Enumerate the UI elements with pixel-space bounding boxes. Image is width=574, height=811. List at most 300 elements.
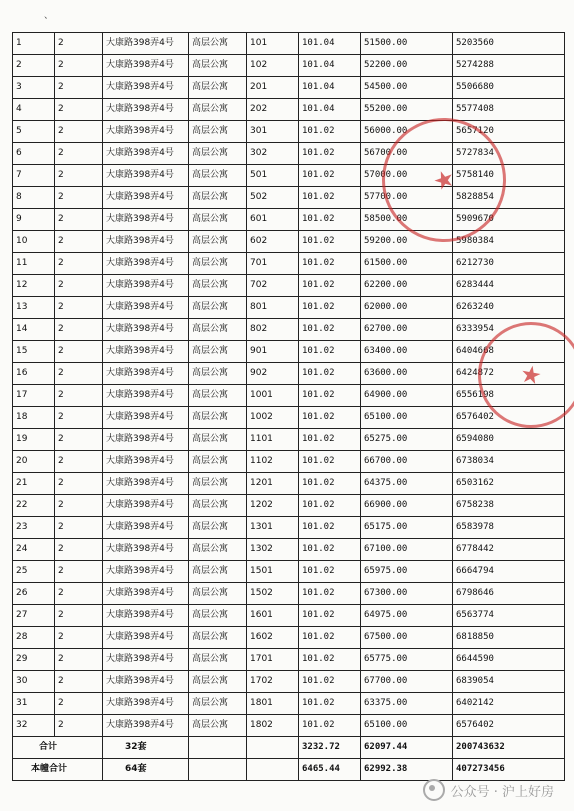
building-no: 2 [55, 363, 103, 385]
address: 大康路398弄4号 [103, 165, 189, 187]
total-price: 6594080 [453, 429, 565, 451]
address: 大康路398弄4号 [103, 121, 189, 143]
room-no: 501 [247, 165, 299, 187]
total-price: 6758238 [453, 495, 565, 517]
building-no: 2 [55, 99, 103, 121]
unit-type: 高层公寓 [189, 451, 247, 473]
area: 101.02 [299, 407, 361, 429]
room-no: 1602 [247, 627, 299, 649]
row-index: 4 [13, 99, 55, 121]
building-no: 2 [55, 561, 103, 583]
room-no: 1801 [247, 693, 299, 715]
total-price: 5828854 [453, 187, 565, 209]
wechat-official-account-icon [423, 779, 445, 801]
room-no: 1502 [247, 583, 299, 605]
unit-price: 67700.00 [361, 671, 453, 693]
unit-price: 64975.00 [361, 605, 453, 627]
row-index: 17 [13, 385, 55, 407]
area: 101.04 [299, 55, 361, 77]
room-no: 1101 [247, 429, 299, 451]
area: 101.02 [299, 649, 361, 671]
area: 101.02 [299, 495, 361, 517]
address: 大康路398弄4号 [103, 363, 189, 385]
total-price: 6503162 [453, 473, 565, 495]
building-no: 2 [55, 517, 103, 539]
row-index: 3 [13, 77, 55, 99]
row-index: 31 [13, 693, 55, 715]
total-price: 5657120 [453, 121, 565, 143]
star-icon: ★ [517, 359, 545, 391]
row-index: 9 [13, 209, 55, 231]
address: 大康路398弄4号 [103, 671, 189, 693]
unit-type: 高层公寓 [189, 99, 247, 121]
room-no: 1201 [247, 473, 299, 495]
unit-price: 67100.00 [361, 539, 453, 561]
unit-type: 高层公寓 [189, 495, 247, 517]
area: 101.04 [299, 99, 361, 121]
building-no: 2 [55, 473, 103, 495]
watermark [423, 779, 554, 801]
address: 大康路398弄4号 [103, 99, 189, 121]
unit-type: 高层公寓 [189, 33, 247, 55]
area: 101.02 [299, 583, 361, 605]
area: 101.02 [299, 165, 361, 187]
building-no: 2 [55, 143, 103, 165]
address: 大康路398弄4号 [103, 77, 189, 99]
table-row [13, 297, 565, 319]
total-price: 6664794 [453, 561, 565, 583]
building-no: 2 [55, 539, 103, 561]
address: 大康路398弄4号 [103, 187, 189, 209]
total-price: 6576402 [453, 715, 565, 737]
row-index: 8 [13, 187, 55, 209]
total-price: 5758140 [453, 165, 565, 187]
unit-type: 高层公寓 [189, 121, 247, 143]
row-index: 29 [13, 649, 55, 671]
row-index: 11 [13, 253, 55, 275]
building-no: 2 [55, 55, 103, 77]
unit-type: 高层公寓 [189, 209, 247, 231]
address: 大康路398弄4号 [103, 33, 189, 55]
unit-type: 高层公寓 [189, 319, 247, 341]
address: 大康路398弄4号 [103, 693, 189, 715]
building-no: 2 [55, 715, 103, 737]
room-no: 302 [247, 143, 299, 165]
address: 大康路398弄4号 [103, 517, 189, 539]
area: 101.02 [299, 429, 361, 451]
row-index: 12 [13, 275, 55, 297]
unit-price: 65775.00 [361, 649, 453, 671]
address: 大康路398弄4号 [103, 451, 189, 473]
total-price: 5506680 [453, 77, 565, 99]
total-price: 5727834 [453, 143, 565, 165]
star-icon: ★ [429, 163, 459, 197]
building-no: 2 [55, 451, 103, 473]
total-price: 6738034 [453, 451, 565, 473]
address: 大康路398弄4号 [103, 627, 189, 649]
total-price: 6402142 [453, 693, 565, 715]
total-price: 6576402 [453, 407, 565, 429]
total-price: 6818850 [453, 627, 565, 649]
unit-price: 56700.00 [361, 143, 453, 165]
grand-total-area: 6465.44 [299, 759, 361, 781]
grand-total-total: 407273456 [453, 759, 565, 781]
unit-type: 高层公寓 [189, 253, 247, 275]
room-no: 101 [247, 33, 299, 55]
table-row [13, 253, 565, 275]
table-row [13, 561, 565, 583]
room-no: 1202 [247, 495, 299, 517]
unit-price: 57000.00 [361, 165, 453, 187]
area: 101.04 [299, 77, 361, 99]
unit-type: 高层公寓 [189, 627, 247, 649]
table-row [13, 715, 565, 737]
area: 101.02 [299, 341, 361, 363]
room-no: 201 [247, 77, 299, 99]
unit-type: 高层公寓 [189, 605, 247, 627]
unit-type: 高层公寓 [189, 143, 247, 165]
address: 大康路398弄4号 [103, 605, 189, 627]
total-price: 6556198 [453, 385, 565, 407]
area: 101.02 [299, 693, 361, 715]
area: 101.02 [299, 319, 361, 341]
room-no: 202 [247, 99, 299, 121]
room-no: 1102 [247, 451, 299, 473]
unit-type: 高层公寓 [189, 275, 247, 297]
total-price: 6778442 [453, 539, 565, 561]
room-no: 502 [247, 187, 299, 209]
subtotal-label: 合计 [13, 737, 103, 759]
unit-price: 62700.00 [361, 319, 453, 341]
address: 大康路398弄4号 [103, 429, 189, 451]
building-no: 2 [55, 495, 103, 517]
unit-price: 51500.00 [361, 33, 453, 55]
table-row [13, 671, 565, 693]
area: 101.02 [299, 297, 361, 319]
row-index: 14 [13, 319, 55, 341]
table-row [13, 649, 565, 671]
room-no: 601 [247, 209, 299, 231]
building-no: 2 [55, 297, 103, 319]
unit-price: 54500.00 [361, 77, 453, 99]
address: 大康路398弄4号 [103, 231, 189, 253]
row-index: 13 [13, 297, 55, 319]
table-row [13, 33, 565, 55]
building-no: 2 [55, 583, 103, 605]
table-row [13, 429, 565, 451]
grand-total-empty-1 [189, 759, 247, 781]
unit-type: 高层公寓 [189, 231, 247, 253]
area: 101.02 [299, 605, 361, 627]
unit-type: 高层公寓 [189, 77, 247, 99]
address: 大康路398弄4号 [103, 143, 189, 165]
row-index: 30 [13, 671, 55, 693]
table-row [13, 473, 565, 495]
table-row [13, 55, 565, 77]
building-no: 2 [55, 429, 103, 451]
unit-type: 高层公寓 [189, 539, 247, 561]
building-no: 2 [55, 627, 103, 649]
address: 大康路398弄4号 [103, 319, 189, 341]
area: 101.02 [299, 363, 361, 385]
total-price: 6263240 [453, 297, 565, 319]
table-row [13, 319, 565, 341]
address: 大康路398弄4号 [103, 253, 189, 275]
unit-price: 63400.00 [361, 341, 453, 363]
room-no: 602 [247, 231, 299, 253]
subtotal-area: 3232.72 [299, 737, 361, 759]
building-no: 2 [55, 693, 103, 715]
room-no: 1002 [247, 407, 299, 429]
unit-type: 高层公寓 [189, 649, 247, 671]
area: 101.04 [299, 33, 361, 55]
room-no: 802 [247, 319, 299, 341]
row-index: 28 [13, 627, 55, 649]
table-row [13, 605, 565, 627]
unit-price: 65100.00 [361, 407, 453, 429]
building-no: 2 [55, 649, 103, 671]
corner-mark: 、 [44, 11, 54, 21]
unit-type: 高层公寓 [189, 385, 247, 407]
building-no: 2 [55, 187, 103, 209]
address: 大康路398弄4号 [103, 715, 189, 737]
area: 101.02 [299, 209, 361, 231]
grand-total-unit-price: 62992.38 [361, 759, 453, 781]
unit-price: 65975.00 [361, 561, 453, 583]
room-no: 1802 [247, 715, 299, 737]
unit-price: 65275.00 [361, 429, 453, 451]
row-index: 19 [13, 429, 55, 451]
room-no: 1702 [247, 671, 299, 693]
address: 大康路398弄4号 [103, 561, 189, 583]
room-no: 701 [247, 253, 299, 275]
unit-price: 59200.00 [361, 231, 453, 253]
table-row [13, 539, 565, 561]
row-index: 7 [13, 165, 55, 187]
table-row [13, 231, 565, 253]
row-index: 1 [13, 33, 55, 55]
building-no: 2 [55, 671, 103, 693]
total-price: 5203560 [453, 33, 565, 55]
unit-price: 52200.00 [361, 55, 453, 77]
unit-price: 62200.00 [361, 275, 453, 297]
row-index: 16 [13, 363, 55, 385]
room-no: 1001 [247, 385, 299, 407]
room-no: 1601 [247, 605, 299, 627]
table-row [13, 275, 565, 297]
subtotal-empty-1 [189, 737, 247, 759]
area: 101.02 [299, 231, 361, 253]
room-no: 902 [247, 363, 299, 385]
area: 101.02 [299, 187, 361, 209]
unit-type: 高层公寓 [189, 187, 247, 209]
row-index: 24 [13, 539, 55, 561]
address: 大康路398弄4号 [103, 495, 189, 517]
area: 101.02 [299, 517, 361, 539]
total-price: 5577408 [453, 99, 565, 121]
unit-type: 高层公寓 [189, 671, 247, 693]
table-row [13, 627, 565, 649]
building-no: 2 [55, 77, 103, 99]
total-price: 6583978 [453, 517, 565, 539]
table-row [13, 517, 565, 539]
unit-price: 63375.00 [361, 693, 453, 715]
unit-price: 64375.00 [361, 473, 453, 495]
total-price: 6212730 [453, 253, 565, 275]
area: 101.02 [299, 275, 361, 297]
unit-type: 高层公寓 [189, 55, 247, 77]
watermark-text: 公众号 · 沪上好房 [450, 784, 554, 800]
table-row [13, 77, 565, 99]
unit-type: 高层公寓 [189, 473, 247, 495]
room-no: 1301 [247, 517, 299, 539]
unit-price: 58500.00 [361, 209, 453, 231]
building-no: 2 [55, 385, 103, 407]
room-no: 901 [247, 341, 299, 363]
address: 大康路398弄4号 [103, 297, 189, 319]
row-index: 18 [13, 407, 55, 429]
subtotal-count: 32套 [103, 737, 189, 759]
building-no: 2 [55, 231, 103, 253]
unit-type: 高层公寓 [189, 429, 247, 451]
address: 大康路398弄4号 [103, 407, 189, 429]
area: 101.02 [299, 561, 361, 583]
area: 101.02 [299, 253, 361, 275]
building-no: 2 [55, 319, 103, 341]
total-price: 6839054 [453, 671, 565, 693]
total-price: 6333954 [453, 319, 565, 341]
room-no: 102 [247, 55, 299, 77]
subtotal-total: 200743632 [453, 737, 565, 759]
address: 大康路398弄4号 [103, 583, 189, 605]
unit-price: 63600.00 [361, 363, 453, 385]
room-no: 1501 [247, 561, 299, 583]
row-index: 26 [13, 583, 55, 605]
unit-type: 高层公寓 [189, 693, 247, 715]
unit-type: 高层公寓 [189, 517, 247, 539]
row-index: 32 [13, 715, 55, 737]
address: 大康路398弄4号 [103, 209, 189, 231]
area: 101.02 [299, 627, 361, 649]
unit-type: 高层公寓 [189, 561, 247, 583]
row-index: 23 [13, 517, 55, 539]
grand-total-empty-2 [247, 759, 299, 781]
row-index: 2 [13, 55, 55, 77]
address: 大康路398弄4号 [103, 385, 189, 407]
unit-price: 64900.00 [361, 385, 453, 407]
table-row [13, 451, 565, 473]
total-price: 5274288 [453, 55, 565, 77]
subtotal-empty-2 [247, 737, 299, 759]
building-no: 2 [55, 341, 103, 363]
unit-price: 66900.00 [361, 495, 453, 517]
unit-price: 57700.00 [361, 187, 453, 209]
unit-price: 61500.00 [361, 253, 453, 275]
total-price: 5980384 [453, 231, 565, 253]
area: 101.02 [299, 671, 361, 693]
building-no: 2 [55, 209, 103, 231]
row-index: 22 [13, 495, 55, 517]
area: 101.02 [299, 121, 361, 143]
building-no: 2 [55, 253, 103, 275]
unit-price: 56000.00 [361, 121, 453, 143]
table-row [13, 495, 565, 517]
building-no: 2 [55, 275, 103, 297]
room-no: 702 [247, 275, 299, 297]
unit-price: 66700.00 [361, 451, 453, 473]
unit-type: 高层公寓 [189, 341, 247, 363]
unit-type: 高层公寓 [189, 165, 247, 187]
area: 101.02 [299, 143, 361, 165]
address: 大康路398弄4号 [103, 341, 189, 363]
unit-type: 高层公寓 [189, 407, 247, 429]
total-price: 6563774 [453, 605, 565, 627]
area: 101.02 [299, 385, 361, 407]
unit-price: 65175.00 [361, 517, 453, 539]
total-price: 6798646 [453, 583, 565, 605]
unit-type: 高层公寓 [189, 363, 247, 385]
subtotal-row [13, 737, 565, 759]
unit-type: 高层公寓 [189, 583, 247, 605]
table-row [13, 583, 565, 605]
row-index: 6 [13, 143, 55, 165]
row-index: 15 [13, 341, 55, 363]
unit-price: 55200.00 [361, 99, 453, 121]
room-no: 301 [247, 121, 299, 143]
unit-price: 62000.00 [361, 297, 453, 319]
unit-price: 67300.00 [361, 583, 453, 605]
grand-total-row [13, 759, 565, 781]
area: 101.02 [299, 715, 361, 737]
address: 大康路398弄4号 [103, 55, 189, 77]
room-no: 801 [247, 297, 299, 319]
area: 101.02 [299, 451, 361, 473]
building-no: 2 [55, 165, 103, 187]
total-price: 6404668 [453, 341, 565, 363]
grand-total-label: 本幢合计 [13, 759, 103, 781]
row-index: 25 [13, 561, 55, 583]
address: 大康路398弄4号 [103, 275, 189, 297]
table-row [13, 693, 565, 715]
row-index: 21 [13, 473, 55, 495]
total-price: 6644590 [453, 649, 565, 671]
total-price: 6424872 [453, 363, 565, 385]
address: 大康路398弄4号 [103, 539, 189, 561]
building-no: 2 [55, 33, 103, 55]
row-index: 5 [13, 121, 55, 143]
address: 大康路398弄4号 [103, 649, 189, 671]
room-no: 1701 [247, 649, 299, 671]
unit-price: 67500.00 [361, 627, 453, 649]
building-no: 2 [55, 407, 103, 429]
address: 大康路398弄4号 [103, 473, 189, 495]
total-price: 5909670 [453, 209, 565, 231]
total-price: 6283444 [453, 275, 565, 297]
building-no: 2 [55, 605, 103, 627]
unit-price: 65100.00 [361, 715, 453, 737]
row-index: 20 [13, 451, 55, 473]
unit-type: 高层公寓 [189, 715, 247, 737]
subtotal-unit-price: 62097.44 [361, 737, 453, 759]
row-index: 10 [13, 231, 55, 253]
building-no: 2 [55, 121, 103, 143]
area: 101.02 [299, 539, 361, 561]
unit-type: 高层公寓 [189, 297, 247, 319]
grand-total-count: 64套 [103, 759, 189, 781]
room-no: 1302 [247, 539, 299, 561]
area: 101.02 [299, 473, 361, 495]
row-index: 27 [13, 605, 55, 627]
